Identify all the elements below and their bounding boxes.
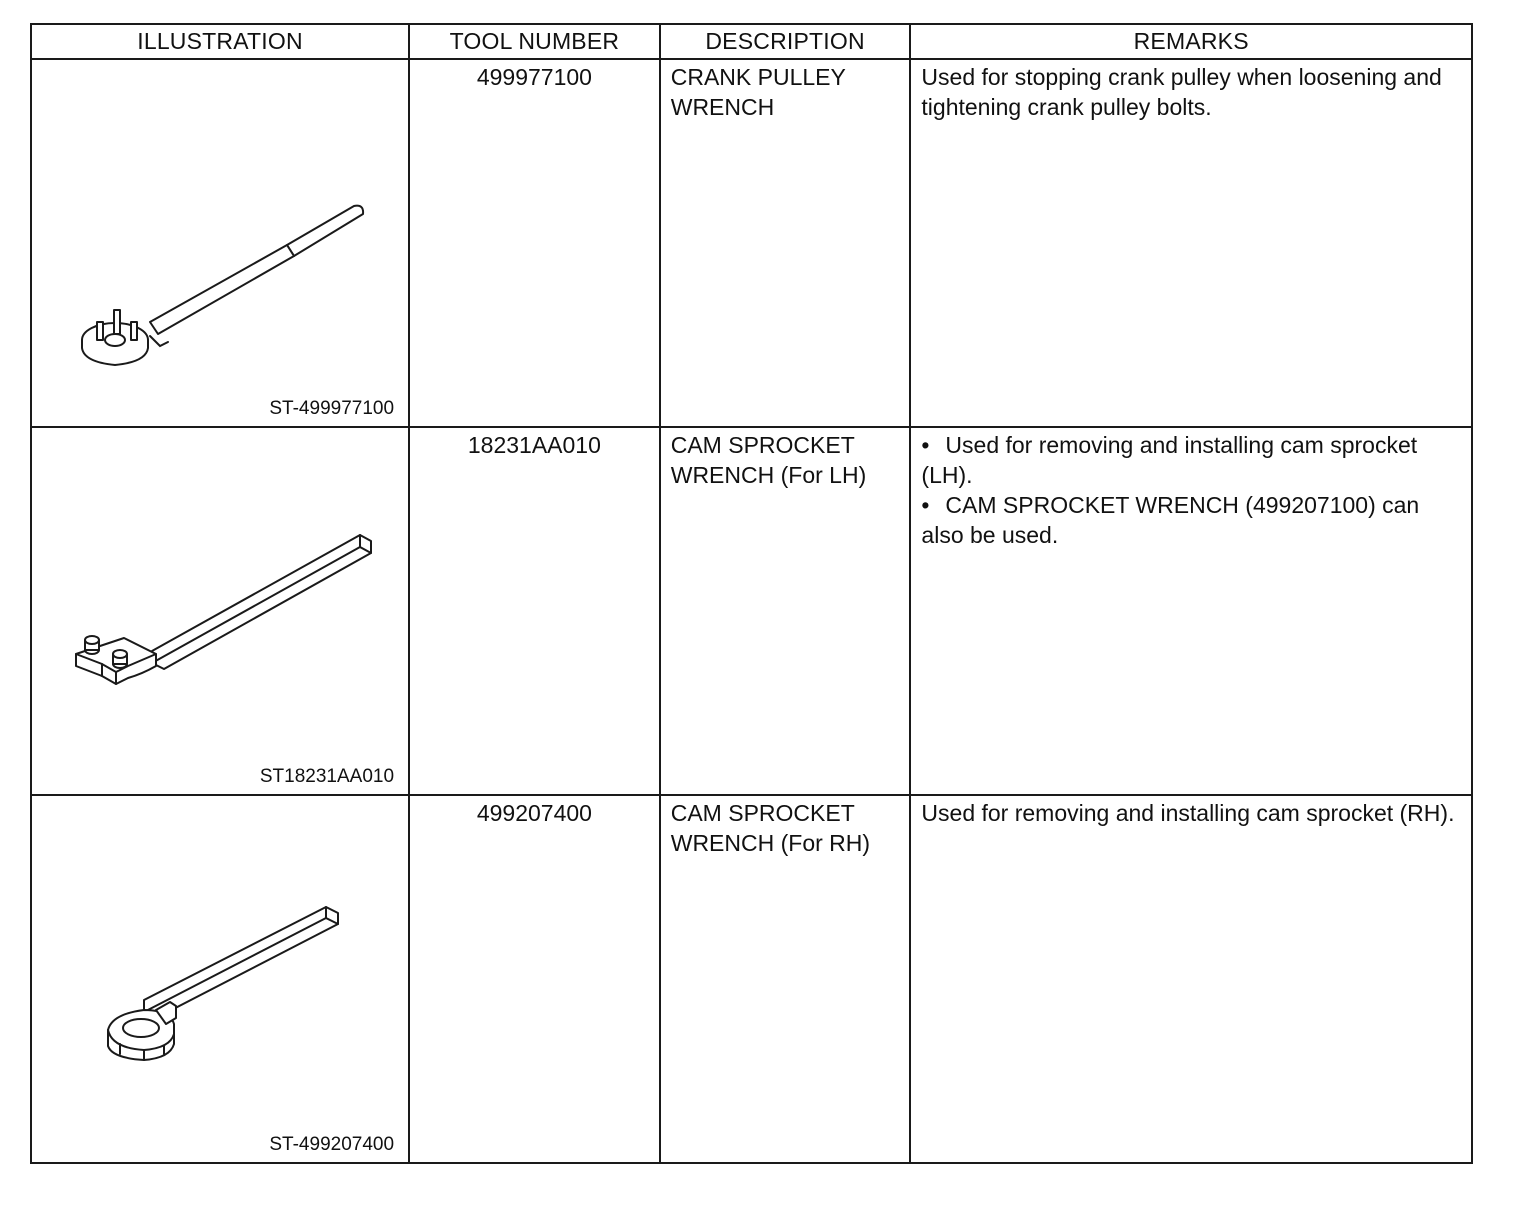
remarks-cell xyxy=(910,59,1472,427)
list-item xyxy=(921,490,1461,550)
tool-number: 499207400 xyxy=(476,800,592,826)
table-header-row xyxy=(31,24,1472,59)
header-description: DESCRIPTION xyxy=(660,24,911,59)
illustration-code: ST18231AA010 xyxy=(259,766,395,787)
remarks-text: Used for stopping crank pulley when loosening and tightening crank pulley bolts. xyxy=(921,64,1442,120)
header-tool-number: TOOL NUMBER xyxy=(409,24,660,59)
description-line: CAM SPROCKET xyxy=(670,432,855,458)
remarks-text: Used for removing and installing cam sprocket (RH). xyxy=(921,800,1455,826)
tool-number-cell xyxy=(409,59,660,427)
table-row xyxy=(31,795,1472,1163)
header-remarks: REMARKS xyxy=(910,24,1472,59)
remarks-text: Used for removing and installing cam sprocket (LH). xyxy=(921,432,1418,488)
illustration-code: ST-499207400 xyxy=(269,1134,395,1155)
remarks-cell xyxy=(910,795,1472,1163)
description-line: WRENCH (For LH) xyxy=(670,462,867,488)
bullet-icon: • xyxy=(921,492,930,518)
illustration-cell xyxy=(31,427,409,795)
tool-number-cell xyxy=(409,795,660,1163)
remarks-bullet-list xyxy=(921,430,1461,550)
description-cell xyxy=(660,427,911,795)
description-line: WRENCH xyxy=(670,94,775,120)
description-line: CRANK PULLEY xyxy=(670,64,846,90)
header-illustration: ILLUSTRATION xyxy=(31,24,409,59)
illustration-cell xyxy=(31,59,409,427)
table-row xyxy=(31,59,1472,427)
list-item xyxy=(921,430,1461,490)
table-row xyxy=(31,427,1472,795)
illustration-cell xyxy=(31,795,409,1163)
cam-sprocket-wrench-lh-icon xyxy=(32,428,409,792)
crank-pulley-wrench-icon xyxy=(32,60,409,424)
illustration-code: ST-499977100 xyxy=(269,398,395,419)
remarks-text: CAM SPROCKET WRENCH (499207100) can also be used. xyxy=(921,492,1420,548)
description-line: CAM SPROCKET xyxy=(670,800,855,826)
description-cell xyxy=(660,795,911,1163)
cam-sprocket-wrench-rh-icon xyxy=(32,796,409,1160)
remarks-cell xyxy=(910,427,1472,795)
description-cell xyxy=(660,59,911,427)
tool-number: 499977100 xyxy=(476,64,592,90)
tool-number-cell xyxy=(409,427,660,795)
special-tools-table xyxy=(30,23,1473,1164)
description-line: WRENCH (For RH) xyxy=(670,830,871,856)
tool-number: 18231AA010 xyxy=(467,432,601,458)
bullet-icon: • xyxy=(921,432,930,458)
